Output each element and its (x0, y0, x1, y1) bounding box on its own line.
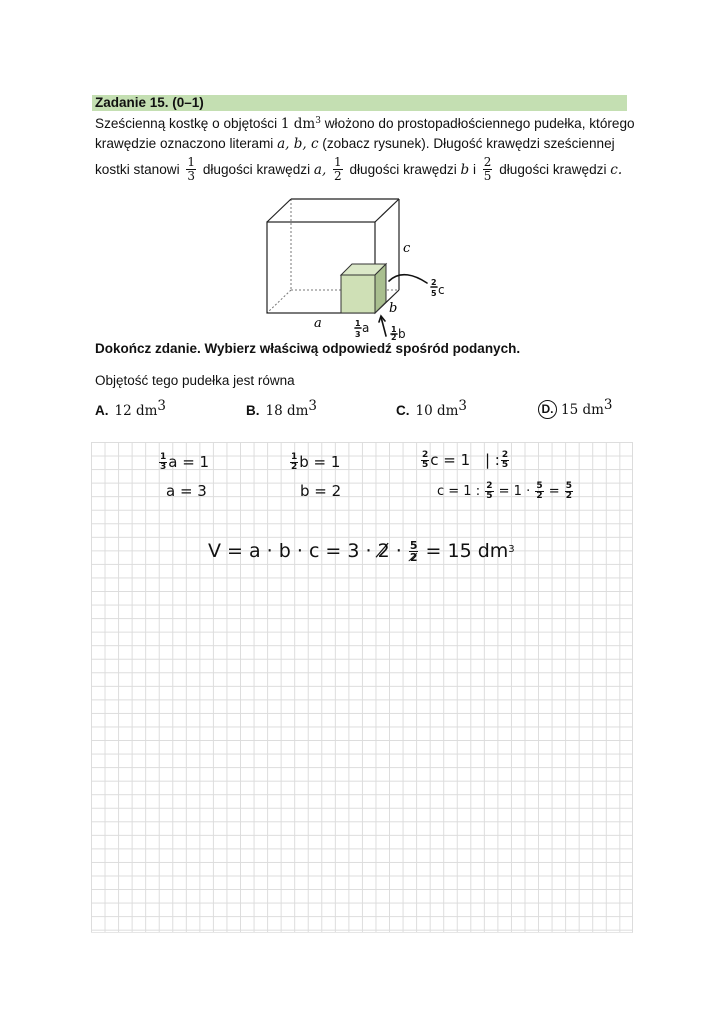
svg-text:2: 2 (391, 333, 397, 340)
fraction-one-half: $\frac{1}{2}$ (334, 155, 342, 183)
task-text-line-3 (95, 157, 622, 184)
text: długości krawędzi (499, 162, 607, 178)
text: (zobacz rysunek). Długość krawędzi sześciennej (322, 136, 615, 151)
text: kostki stanowi (95, 162, 180, 178)
fraction-two-fifths: $\frac{2}{5}$ (483, 155, 492, 183)
annot-third-a: a (362, 321, 370, 335)
grid-answer-area[interactable] (91, 442, 633, 933)
text: Sześcienną kostkę o objętości (95, 116, 281, 131)
question-stem: Objętość tego pudełka jest równa (95, 373, 295, 388)
option-a[interactable]: A. 12 $dm^3$ (95, 398, 167, 419)
svg-text:5: 5 (431, 289, 437, 298)
label-b: b (389, 301, 398, 316)
cube (341, 264, 386, 313)
math-edges: a, b, c (277, 136, 319, 152)
hw-eq-b1: $\frac{1}{2}$ b = 1 (291, 452, 341, 472)
math-c: c. (610, 162, 623, 179)
hw-eq-c1: $\frac{2}{5}$ c = 1 | : $\frac{2}{5}$ (422, 450, 509, 470)
selected-circle: D. (538, 400, 557, 419)
annot-two-fifths-c: c (438, 283, 445, 297)
fraction-one-third: $\frac{1}{3}$ (187, 155, 196, 183)
label-c: c (403, 241, 411, 256)
svg-text:3: 3 (355, 330, 361, 339)
box-figure (255, 190, 465, 340)
text: krawędzie oznaczono literami (95, 136, 278, 151)
hw-eq-c2: c = 1 : $\frac{2}{5}$ = 1 · $\frac{5}{2}$ = $\frac{5}{2}$ (437, 481, 573, 501)
math-volume: 1 $dm^3$ (280, 116, 321, 132)
math-a: a, (313, 162, 327, 179)
hw-eq-a1: $\frac{1}{3}$ a = 1 (160, 452, 210, 472)
text: włożono do prostopadłościennego pudełka, którego (324, 116, 635, 131)
hw-eq-a2: a = 3 (166, 482, 207, 500)
text: długości krawędzi (202, 162, 311, 178)
svg-text:2: 2 (431, 278, 437, 287)
annot-half-b: b (398, 327, 406, 340)
svg-text:1: 1 (355, 319, 361, 328)
option-d-selected[interactable]: D. 15 $dm^3$ (538, 401, 613, 420)
text: długości krawędzi (349, 162, 457, 178)
math-b: b (460, 162, 470, 179)
instruction-text: Dokończ zdanie. Wybierz właściwą odpowiedź spośród podanych. (95, 341, 521, 356)
hw-volume-equation: V = a · b · c = 3 · 2̸ · $\frac{5}{2̸}$ = 15 $dm^3$ (208, 539, 515, 564)
svg-text:1: 1 (391, 325, 397, 334)
task-text-line-1 (95, 115, 635, 133)
task-text-line-2 (95, 135, 615, 153)
option-c[interactable]: C. 10 $dm^3$ (396, 398, 468, 419)
label-a: a (314, 316, 322, 331)
hw-eq-b2: b = 2 (300, 482, 342, 500)
text: i (472, 162, 476, 178)
box-with-cube-diagram (255, 190, 465, 340)
option-b[interactable]: B. 18 $dm^3$ (246, 398, 318, 419)
task-title: Zadanie 15. (0–1) (95, 95, 204, 110)
